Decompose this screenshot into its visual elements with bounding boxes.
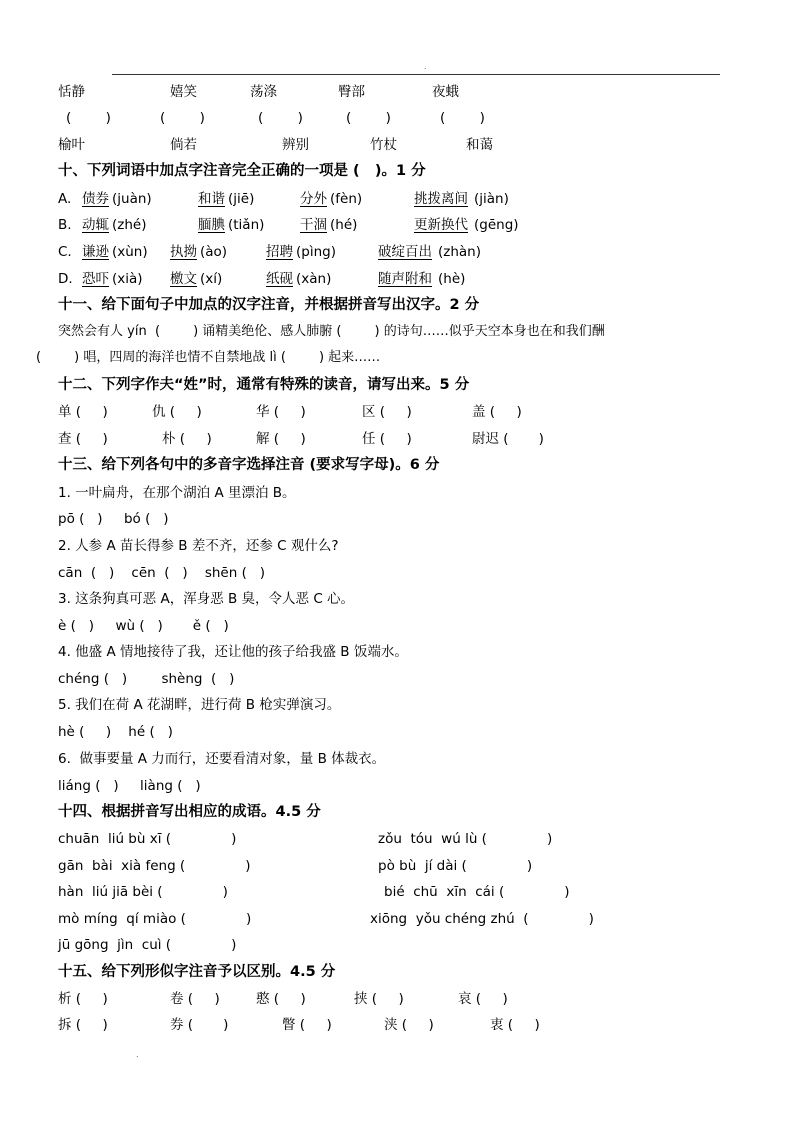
section-11-line-2: ( ) 唱，四周的海洋也情不自禁地战 lì ( ) 起来…… bbox=[36, 350, 381, 365]
option-pinyin: (zhàn) bbox=[438, 244, 482, 260]
idiom-item: hàn liú jiā bèi ( ) bbox=[58, 884, 228, 900]
idiom-item: jū gōng jìn cuì ( ) bbox=[58, 937, 237, 953]
similar-char-item: 衷 ( ) bbox=[490, 1017, 540, 1033]
header-rule bbox=[112, 74, 720, 75]
surname-item: 任 ( ) bbox=[362, 431, 412, 447]
similar-char-item: 拆 ( ) bbox=[58, 1017, 108, 1033]
answer-blank: ( ) bbox=[258, 110, 303, 126]
similar-char-item: 憨 ( ) bbox=[256, 991, 306, 1007]
idiom-item: bié chū xīn cái ( ) bbox=[384, 884, 570, 900]
similar-char-item: 瞥 ( ) bbox=[282, 1017, 332, 1033]
similar-char-item: 卷 ( ) bbox=[170, 991, 220, 1007]
question-sentence: 4. 他盛 A 情地接待了我，还让他的孩子给我盛 B 饭端水。 bbox=[58, 644, 408, 660]
option-word: 随声附和 bbox=[378, 271, 432, 287]
idiom-item: zǒu tóu wú lù ( ) bbox=[378, 831, 553, 847]
option-word: 挑拨离间 bbox=[414, 191, 468, 207]
word-item: 榆叶 bbox=[58, 137, 85, 153]
question-answer: hè ( ) hé ( ) bbox=[58, 724, 173, 740]
surname-item: 单 ( ) bbox=[58, 404, 108, 420]
option-pinyin: (hè) bbox=[438, 271, 466, 287]
idiom-item: chuān liú bù xī ( ) bbox=[58, 831, 237, 847]
question-answer: cān ( ) cēn ( ) shēn ( ) bbox=[58, 565, 265, 581]
option-word: 招聘 bbox=[266, 244, 293, 260]
option-pinyin: (xí) bbox=[200, 271, 223, 287]
surname-item: 查 ( ) bbox=[58, 431, 108, 447]
word-item: 夜蛾 bbox=[432, 84, 459, 100]
option-label: A. bbox=[58, 191, 72, 207]
word-item: 嬉笑 bbox=[170, 84, 197, 100]
option-pinyin: (xùn) bbox=[112, 244, 148, 260]
section-14-title: 十四、根据拼音写出相应的成语。4.5 分 bbox=[58, 804, 321, 820]
option-word: 执拗 bbox=[170, 244, 197, 260]
option-pinyin: (gēng) bbox=[474, 217, 519, 233]
option-pinyin: (tiǎn) bbox=[228, 217, 265, 233]
word-item: 恬静 bbox=[58, 84, 85, 100]
word-item: 辨别 bbox=[282, 137, 309, 153]
option-word: 檄文 bbox=[170, 271, 197, 287]
question-answer: liáng ( ) liàng ( ) bbox=[58, 778, 201, 794]
answer-blank: ( ) bbox=[440, 110, 485, 126]
word-item: 和蔼 bbox=[466, 137, 493, 153]
answer-blank: ( ) bbox=[66, 110, 111, 126]
option-word: 恐吓 bbox=[82, 271, 109, 287]
option-word: 纸砚 bbox=[266, 271, 293, 287]
section-12-title: 十二、下列字作夫“姓”时，通常有特殊的读音，请写出来。5 分 bbox=[58, 377, 470, 393]
section-11-title: 十一、给下面句子中加点的汉字注音，并根据拼音写出汉字。2 分 bbox=[58, 297, 480, 313]
option-word: 干涸 bbox=[300, 217, 327, 233]
question-sentence: 5. 我们在荷 A 花湖畔，进行荷 B 枪实弹演习。 bbox=[58, 697, 341, 713]
word-item: 倘若 bbox=[170, 137, 197, 153]
option-pinyin: (ào) bbox=[200, 244, 228, 260]
option-pinyin: (fèn) bbox=[330, 191, 363, 207]
similar-char-item: 哀 ( ) bbox=[458, 991, 508, 1007]
section-13-title: 十三、给下列各句中的多音字选择注音 (要求写字母)。6 分 bbox=[58, 457, 440, 473]
option-pinyin: (xià) bbox=[112, 271, 143, 287]
question-answer: pō ( ) bó ( ) bbox=[58, 511, 169, 527]
option-pinyin: (jiē) bbox=[228, 191, 255, 207]
surname-item: 解 ( ) bbox=[256, 431, 306, 447]
idiom-item: xiōng yǒu chéng zhú ( ) bbox=[370, 911, 594, 927]
option-word: 更新换代 bbox=[414, 217, 468, 233]
option-word: 动辄 bbox=[82, 217, 109, 233]
surname-item: 尉迟 ( ) bbox=[472, 431, 544, 447]
question-sentence: 2. 人参 A 苗长得参 B 差不齐，还参 C 观什么? bbox=[58, 538, 339, 554]
question-sentence: 6. 做事要量 A 力而行，还要看清对象，量 B 体裁衣。 bbox=[58, 751, 386, 767]
option-word: 债券 bbox=[82, 191, 109, 207]
option-pinyin: (zhé) bbox=[112, 217, 147, 233]
option-word: 谦逊 bbox=[82, 244, 109, 260]
option-word: 腼腆 bbox=[198, 217, 225, 233]
option-word: 分外 bbox=[300, 191, 327, 207]
surname-item: 盖 ( ) bbox=[472, 404, 522, 420]
similar-char-item: 浃 ( ) bbox=[384, 1017, 434, 1033]
option-pinyin: (jiàn) bbox=[474, 191, 509, 207]
option-label: D. bbox=[58, 271, 73, 287]
option-pinyin: (pìng) bbox=[296, 244, 336, 260]
top-dot-mark: . bbox=[424, 62, 427, 71]
similar-char-item: 挟 ( ) bbox=[354, 991, 404, 1007]
surname-item: 区 ( ) bbox=[362, 404, 412, 420]
surname-item: 仇 ( ) bbox=[152, 404, 202, 420]
answer-blank: ( ) bbox=[346, 110, 391, 126]
word-item: 竹杖 bbox=[370, 137, 397, 153]
option-word: 和谐 bbox=[198, 191, 225, 207]
similar-char-item: 析 ( ) bbox=[58, 991, 108, 1007]
option-label: B. bbox=[58, 217, 72, 233]
idiom-item: gān bài xià feng ( ) bbox=[58, 858, 251, 874]
question-answer: è ( ) wù ( ) ě ( ) bbox=[58, 618, 229, 634]
idiom-item: mò míng qí miào ( ) bbox=[58, 911, 252, 927]
option-pinyin: (juàn) bbox=[112, 191, 152, 207]
bottom-dot-mark: . bbox=[136, 1050, 139, 1059]
question-sentence: 1. 一叶扁舟，在那个湖泊 A 里漂泊 B。 bbox=[58, 485, 296, 501]
option-pinyin: (hé) bbox=[330, 217, 358, 233]
word-item: 臀部 bbox=[338, 84, 365, 100]
section-10-title: 十、下列词语中加点字注音完全正确的一项是 ( )。1 分 bbox=[58, 163, 426, 179]
surname-item: 朴 ( ) bbox=[162, 431, 212, 447]
option-label: C. bbox=[58, 244, 72, 260]
question-answer: chéng ( ) shèng ( ) bbox=[58, 671, 235, 687]
idiom-item: pò bù jí dài ( ) bbox=[378, 858, 533, 874]
section-11-line-1: 突然会有人 yín ( ) 诵精美绝伦、感人肺腑 ( ) 的诗句……似乎天空本身也在和我们酬 bbox=[58, 324, 605, 339]
surname-item: 华 ( ) bbox=[256, 404, 306, 420]
word-item: 荡涤 bbox=[250, 84, 277, 100]
option-pinyin: (xàn) bbox=[296, 271, 332, 287]
section-15-title: 十五、给下列形似字注音予以区别。4.5 分 bbox=[58, 964, 336, 980]
similar-char-item: 券 ( ) bbox=[170, 1017, 229, 1033]
question-sentence: 3. 这条狗真可恶 A，浑身恶 B 臭，令人恶 C 心。 bbox=[58, 591, 355, 607]
option-word: 破绽百出 bbox=[378, 244, 432, 260]
answer-blank: ( ) bbox=[160, 110, 205, 126]
